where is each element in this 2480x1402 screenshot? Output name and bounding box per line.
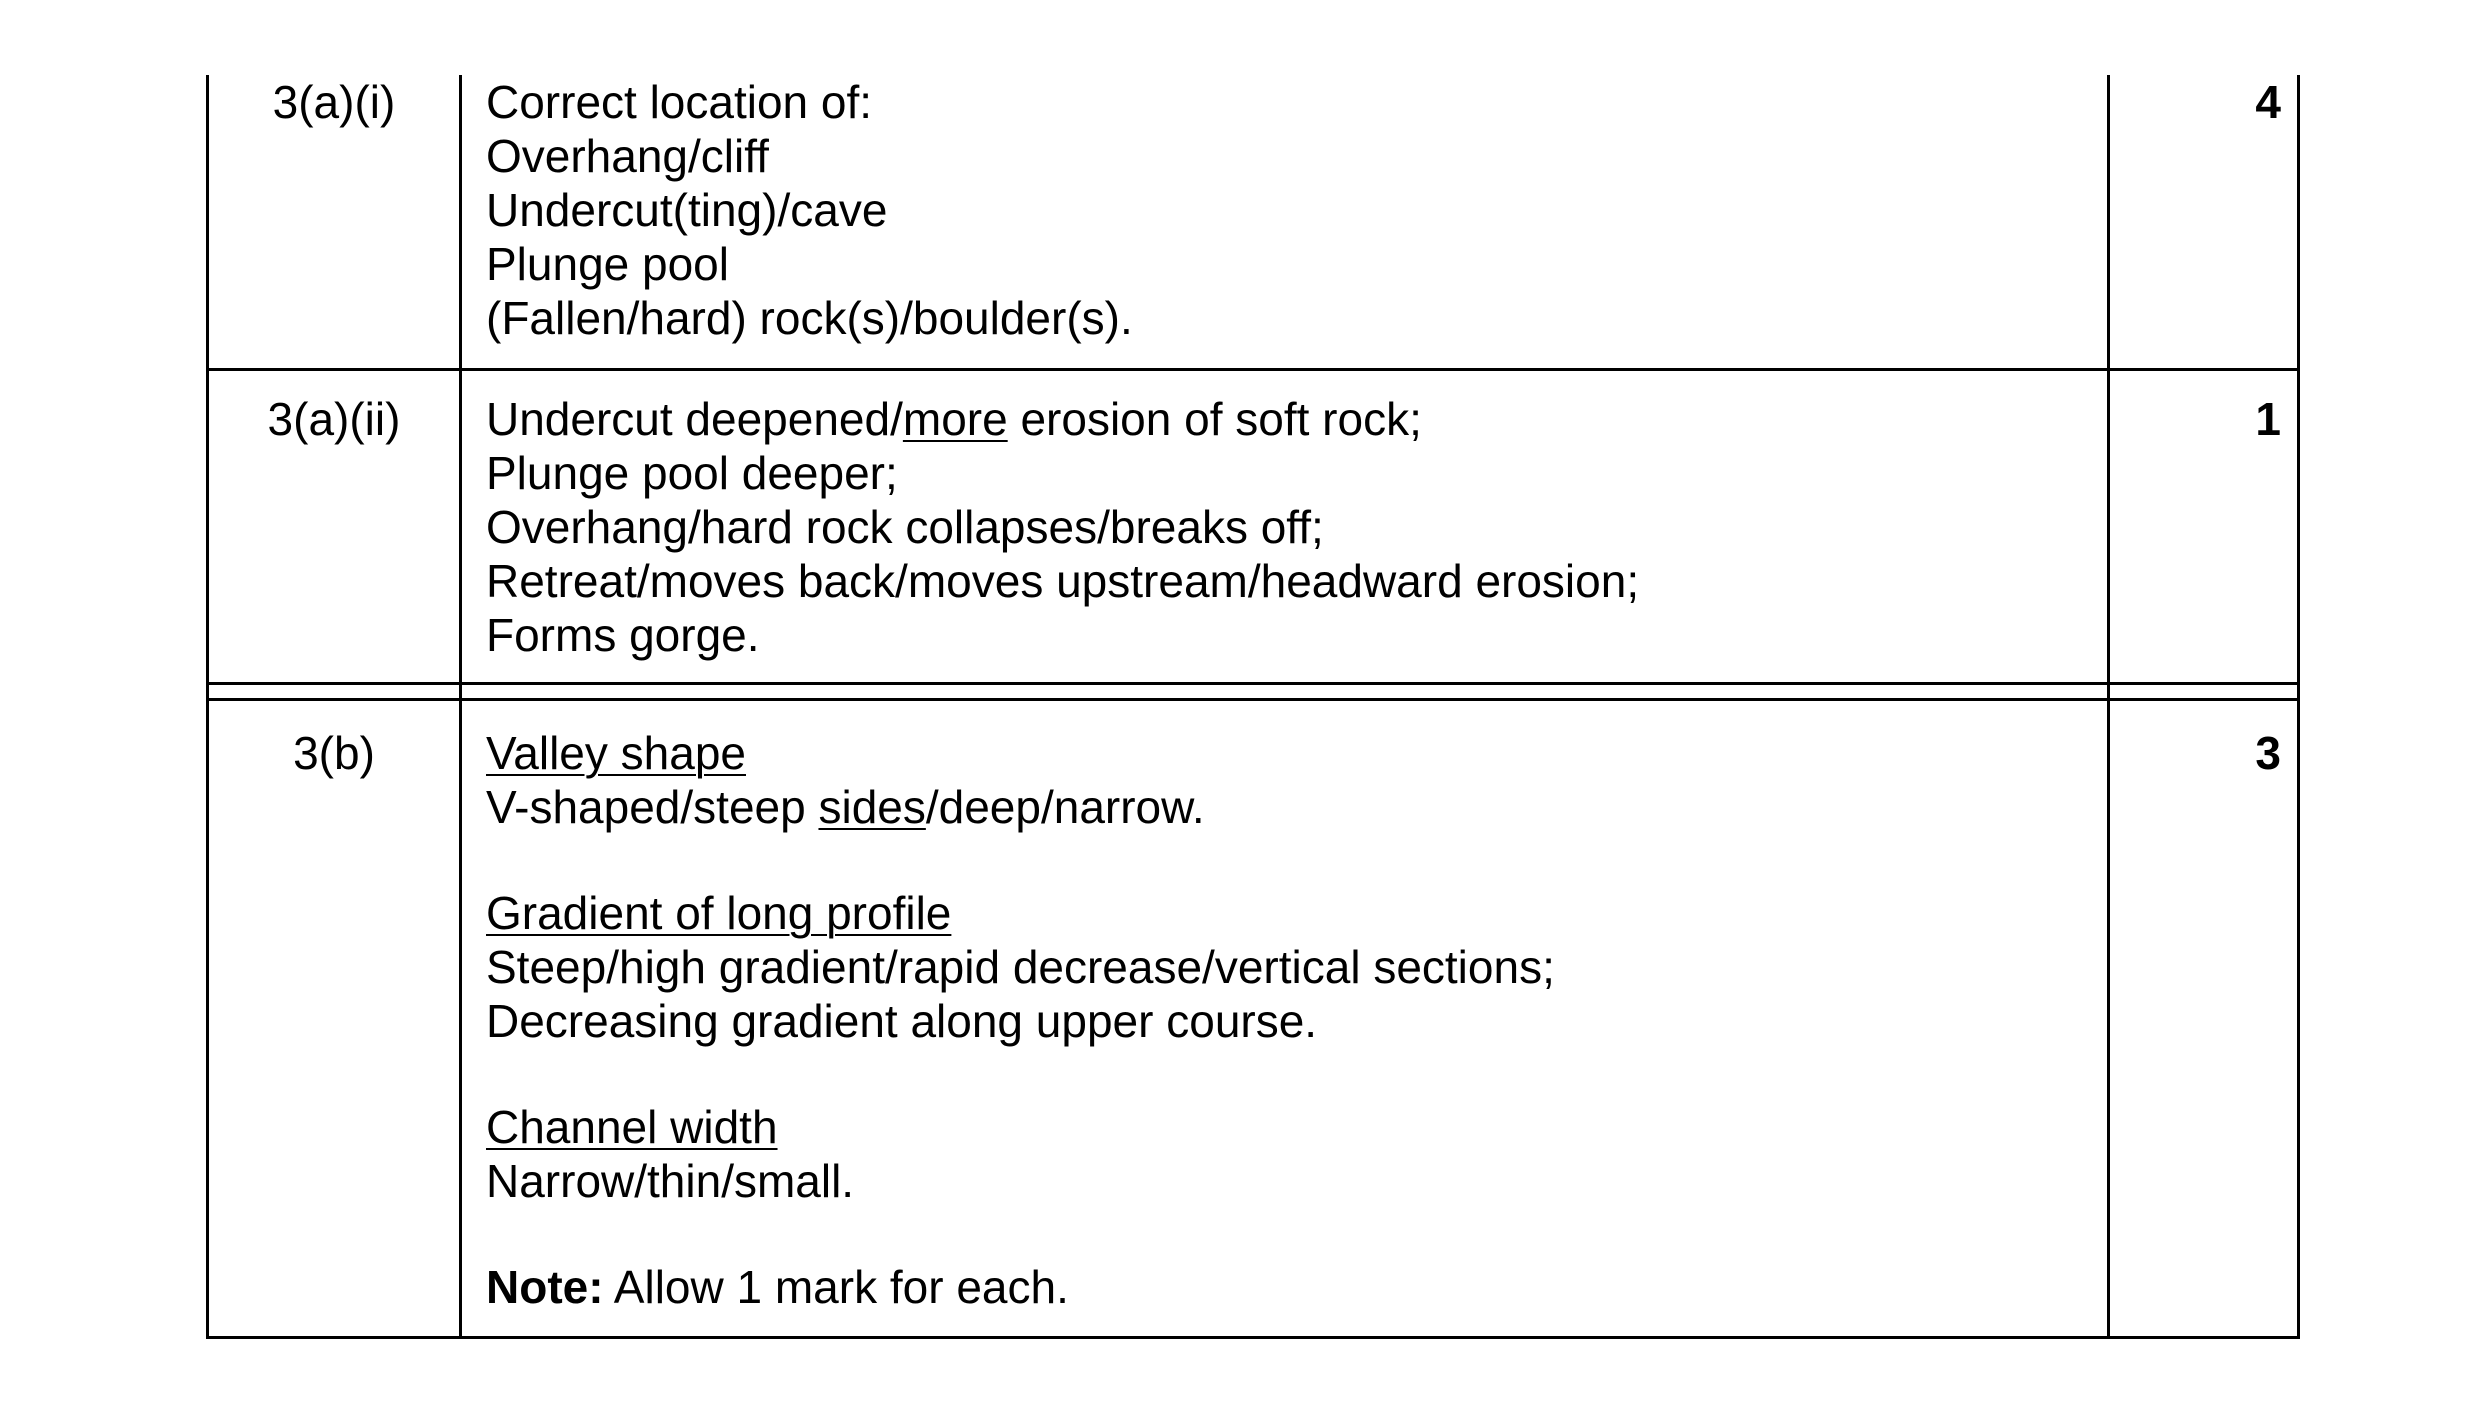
note-text: Allow 1 mark for each. [603, 1261, 1069, 1313]
answer-line: (Fallen/hard) rock(s)/boulder(s). [486, 292, 1133, 344]
table-divider-answer-marks [2107, 75, 2110, 1339]
answer-cell [486, 726, 1555, 1314]
answer-line: Plunge pool [486, 238, 729, 290]
section-heading: Gradient of long profile [486, 887, 952, 939]
row-divider-double-bottom [206, 698, 2300, 701]
table-border-bottom [206, 1336, 2300, 1339]
note-line [486, 1260, 1555, 1314]
answer-text: Undercut deepened/ [486, 393, 903, 445]
answer-line: Forms gorge. [486, 609, 760, 661]
answer-line [486, 392, 1639, 446]
answer-line: Plunge pool deeper; [486, 447, 898, 499]
row-divider-double-top [206, 682, 2300, 685]
answer-text-underlined: more [902, 393, 1008, 445]
table-divider-question-answer [459, 75, 462, 1339]
table-border-left [206, 75, 209, 1339]
question-number: 3(a)(ii) [267, 393, 401, 445]
section-heading: Channel width [486, 1101, 778, 1153]
answer-line: Overhang/cliff [486, 130, 769, 182]
answer-cell [486, 392, 1639, 662]
answer-line: Steep/high gradient/rapid decrease/vertical sections; [486, 941, 1555, 993]
marks-value: 4 [2255, 76, 2281, 128]
question-number: 3(a)(i) [272, 76, 396, 128]
answer-line: Correct location of: [486, 76, 873, 128]
section-heading: Valley shape [486, 727, 746, 779]
answer-line: Undercut(ting)/cave [486, 184, 888, 236]
table-border-right [2297, 75, 2300, 1339]
answer-text-underlined: sides [818, 781, 926, 833]
answer-line: Retreat/moves back/moves upstream/headward erosion; [486, 555, 1640, 607]
answer-text: /deep/narrow. [925, 781, 1205, 833]
marks-value: 3 [2255, 727, 2281, 779]
answer-text: V-shaped/steep [486, 781, 819, 833]
answer-line: Decreasing gradient along upper course. [486, 995, 1318, 1047]
answer-cell [486, 75, 1133, 345]
answer-line: Overhang/hard rock collapses/breaks off; [486, 501, 1324, 553]
marks-value: 1 [2255, 393, 2281, 445]
answer-line: Narrow/thin/small. [486, 1155, 855, 1207]
note-label: Note: [486, 1261, 604, 1313]
answer-line [486, 780, 1555, 834]
row-divider [206, 368, 2300, 371]
answer-text: erosion of soft rock; [1007, 393, 1422, 445]
question-number: 3(b) [293, 727, 375, 779]
